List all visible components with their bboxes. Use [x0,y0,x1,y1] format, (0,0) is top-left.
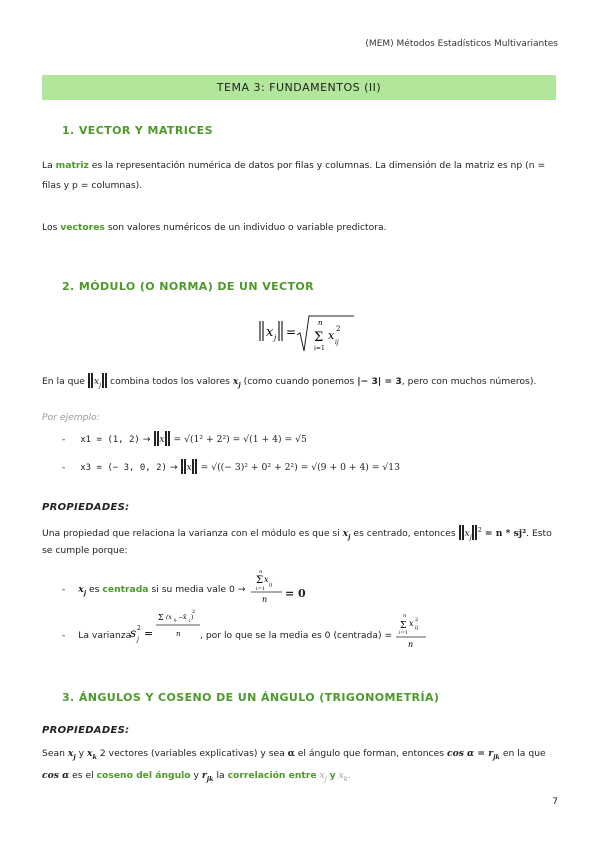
svg-text:x: x [264,575,269,584]
text: es centrado, entonces [353,528,456,540]
text: combina todos los valores [110,376,230,387]
svg-text:x: x [328,329,335,342]
text: filas y p = columnas). [42,180,143,191]
text: y [329,770,336,781]
example-1-result: x = √(1² + 2²) = √(1 + 4) = √5 [153,434,306,445]
svg-text:n: n [318,319,323,327]
svg-text:−x̄: −x̄ [178,614,187,621]
svg-text:i=1: i=1 [256,586,265,592]
var-x-k: $x_k$ [86,748,97,761]
norm-explanation [42,372,562,395]
svg-text:ij: ij [174,617,177,622]
text: es la representación numérica de datos por filas y columnas. La dimensión de la matriz es np (n = [88,160,546,171]
svg-text:s: s [130,626,137,640]
svg-text:ij: ij [269,582,273,588]
svg-text:2: 2 [137,625,141,632]
variance-centered-graphic [394,608,434,652]
cos-alpha: cos α [42,770,70,781]
svg-text:x: x [266,325,274,340]
text: en la que [502,748,546,759]
page-number: 7 [552,797,558,807]
svg-text:ij: ij [415,625,419,631]
norm-variance-eq: = n * sj² [484,528,527,540]
document-header: (MEM) Métodos Estadísticos Multivariantes [365,39,558,49]
example-2-vector: x3 = (− 3, 0, 2) [80,463,167,473]
text: La [42,160,56,171]
svg-text:n: n [259,569,263,575]
bullet-dash: - [62,434,66,445]
text: , pero con muchos números). [401,376,537,387]
text: = √((− 3)² + 0² + 2²) = √(9 + 0 + 4) = √13 [200,462,400,473]
variance-explanation: , por lo que se la media es 0 (centrada) = [200,630,393,641]
text: cos α = r [446,748,494,759]
svg-text:i=1: i=1 [399,630,408,636]
text: Una propiedad que relaciona la varianza con el módulo es que si [42,528,340,540]
arrow-icon: → [169,462,178,473]
svg-text:=: = [144,627,154,640]
svg-text:n: n [403,613,407,619]
var-x-j: $x_j$ [78,584,87,597]
text: y [78,748,85,759]
svg-text:i=1: i=1 [314,345,325,352]
properties-title-2: PROPIEDADES: [42,725,130,736]
properties-line-2: se cumple porque: [42,545,128,556]
example-1 [62,430,307,450]
svg-text:): ) [191,614,194,621]
svg-text:n: n [262,595,268,604]
bullet-dash: - [62,584,66,595]
example-2-result: x = √((− 3)² + 0² + 2²) = √(9 + 0 + 4) = √13 [181,462,400,473]
example-1-vector: x1 = (1, 2) [80,435,140,445]
topic-banner [42,75,556,100]
section-1-paragraph-1 [42,156,562,196]
text: y [193,770,199,781]
text: Sean [42,748,65,759]
topic-title: TEMA 3: FUNDAMENTOS (II) [216,81,382,94]
text: Los [42,222,61,233]
norm-formula-graphic [258,311,368,357]
section-1-title: 1. VECTOR Y MATRICES [62,124,213,137]
mean-zero: = 0 [285,587,306,600]
var-x-j: $x_j$ [319,770,327,783]
svg-text:n: n [176,630,181,638]
properties-title: PROPIEDADES: [42,502,130,513]
variance-formula-graphic [128,608,210,652]
norm-squared: $x_j^2$ [459,528,482,539]
mean-fraction [248,566,318,606]
text: la [216,770,225,781]
svg-text:Σ: Σ [400,621,407,631]
svg-text:Σ: Σ [158,613,164,622]
var-x-j: $x_j$ [232,376,241,389]
variance-centered-formula [394,608,434,652]
section-1-paragraph-2 [42,218,387,238]
svg-text:j: j [274,334,277,342]
term-centrada: centrada [102,584,149,595]
variance-formula [128,608,210,652]
bullet-centered [62,580,245,603]
svg-text:.j: .j [188,617,191,622]
svg-text:ij: ij [335,339,339,346]
svg-text:n: n [408,640,414,649]
bullet-dash: - [62,462,66,473]
text: si su media vale 0 → [151,584,246,595]
mean-fraction-graphic [248,566,318,606]
cos-alpha-eq: $\cos \alpha = r_{jk}$ [446,748,500,761]
text: En la que [42,376,85,387]
norm-formula [258,311,368,357]
var-x-j: $x_j$ [342,528,351,541]
text: = √(1² + 2²) = √(1 + 4) = √5 [173,434,307,445]
svg-text:j: j [137,636,139,643]
text: La varianza [78,630,132,641]
text: el ángulo que forman, entonces [297,748,445,759]
angle-line-1 [42,744,572,767]
angle-line-2 [42,766,572,789]
term-coseno: coseno del ángulo [96,770,191,781]
svg-text:2: 2 [336,325,341,333]
term-correlacion: correlación entre [227,770,317,781]
var-x-k: $x_k$. [338,770,351,783]
svg-text:Σ: Σ [314,330,324,345]
term-vectores: vectores [60,222,105,233]
abs-example: |− 3| = 3 [357,376,402,387]
term-matriz: matriz [55,160,89,171]
arrow-icon: → [142,434,151,445]
text: (como cuando ponemos [243,376,355,387]
text: . Esto [526,528,552,540]
norm-symbol: $x_j$ [88,376,107,387]
svg-text:(x: (x [166,614,172,621]
svg-text:2: 2 [415,617,419,623]
text: es [89,584,100,595]
text: 2 vectores (variables explicativas) y sea [99,748,285,759]
text: son valores numéricos de un individuo o variable predictora. [104,222,387,233]
var-r-jk: $r_{jk}$ [201,770,214,783]
example-2 [62,458,400,478]
section-2-title: 2. MÓDULO (O NORMA) DE UN VECTOR [62,280,315,293]
bullet-variance [62,626,131,646]
alpha-symbol: α [287,748,295,759]
svg-text:2: 2 [192,609,196,615]
section-3-title: 3. ÁNGULOS Y COSENO DE UN ÁNGULO (TRIGONOMETRÍA) [62,691,440,704]
example-label: Por ejemplo: [42,412,100,423]
text: es el [72,770,94,781]
svg-text:=: = [286,325,297,339]
svg-text:x: x [409,619,414,628]
var-x-j: $x_j$ [67,748,76,761]
bullet-dash: - [62,630,66,641]
svg-text:Σ: Σ [256,575,264,586]
